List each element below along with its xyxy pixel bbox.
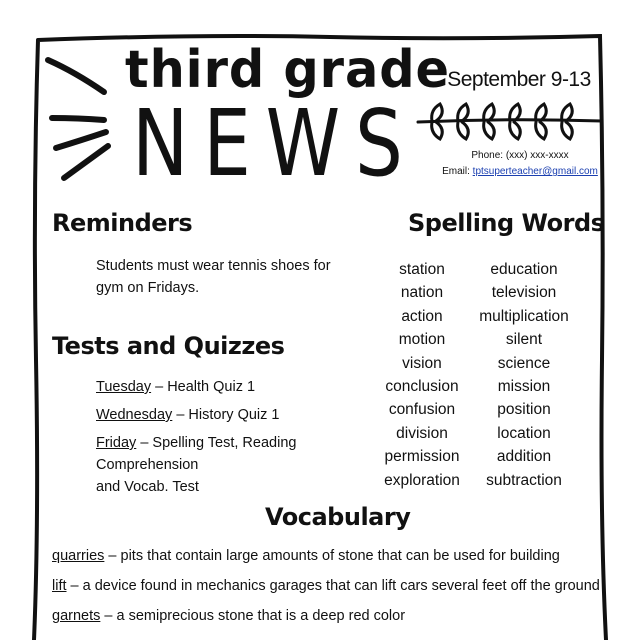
vocab-item	[52, 546, 597, 566]
test-item	[96, 376, 396, 398]
spelling-word: location	[497, 424, 551, 442]
spelling-word: subtraction	[486, 471, 562, 489]
spelling-word: motion	[398, 331, 446, 349]
vocab-item	[52, 576, 600, 596]
spelling-word: action	[401, 307, 443, 325]
tests-list	[96, 376, 396, 498]
vocab-term: quarries	[52, 548, 105, 564]
spelling-word: television	[491, 284, 557, 302]
test-item	[96, 404, 396, 426]
reminder-line: Students must wear tennis shoes for	[96, 258, 331, 274]
spelling-word: science	[497, 354, 551, 372]
email-label: Email:	[442, 166, 473, 177]
spelling-word: addition	[496, 448, 552, 466]
spelling-word: division	[396, 424, 448, 442]
spelling-word: multiplication	[479, 307, 569, 325]
spelling-word: exploration	[384, 471, 460, 489]
test-day: Wednesday	[96, 407, 173, 423]
spelling-word: position	[497, 401, 551, 419]
reminders-text	[96, 255, 331, 299]
newsletter-title: NEWS	[132, 90, 418, 197]
test-day: Friday	[96, 435, 137, 451]
spelling-word: vision	[402, 354, 442, 372]
spelling-word: education	[490, 261, 558, 278]
leafy-branch-divider	[418, 104, 602, 139]
phone-line: Phone: (xxx) xxx-xxxx	[471, 150, 569, 161]
vocab-definition: – a device found in mechanics garages that can lift cars several feet off the ground	[66, 578, 600, 594]
contact-info	[420, 148, 620, 180]
spelling-heading: Spelling Words	[408, 209, 605, 237]
spelling-word: conclusion	[385, 378, 459, 396]
spelling-column-2	[472, 258, 576, 492]
reminders-heading: Reminders	[52, 209, 193, 237]
newsletter-subtitle: third grade	[125, 40, 451, 100]
spelling-word: permission	[384, 448, 460, 466]
spelling-word: silent	[505, 331, 543, 349]
test-item	[96, 432, 396, 498]
test-desc-continued: and Vocab. Test	[96, 479, 199, 495]
test-desc: – History Quiz 1	[172, 407, 280, 423]
email-link[interactable]: tptsuperteacher@gmail.com	[472, 166, 598, 177]
reminder-line: gym on Fridays.	[96, 280, 200, 296]
test-desc: – Spelling Test, Reading Comprehension	[96, 435, 297, 473]
vocabulary-list	[52, 546, 600, 626]
vocab-term: lift	[52, 578, 67, 594]
vocab-term: garnets	[52, 608, 101, 624]
spelling-column-1	[378, 258, 466, 492]
vocabulary-heading: Vocabulary	[265, 503, 411, 531]
spelling-word: station	[399, 261, 445, 278]
vocab-item	[52, 606, 597, 626]
spelling-word: confusion	[388, 401, 456, 419]
vocab-definition: – a semiprecious stone that is a deep red color	[100, 608, 406, 624]
vocab-definition: – pits that contain large amounts of stone that can be used for building	[104, 548, 560, 564]
spelling-word: nation	[400, 284, 444, 302]
spelling-word: mission	[497, 378, 551, 396]
sunburst-rays	[48, 60, 108, 178]
test-desc: – Health Quiz 1	[151, 379, 256, 395]
tests-heading: Tests and Quizzes	[52, 332, 285, 360]
test-day: Tuesday	[96, 379, 152, 395]
date-range: September 9-13	[447, 68, 591, 91]
email-line	[420, 164, 620, 180]
